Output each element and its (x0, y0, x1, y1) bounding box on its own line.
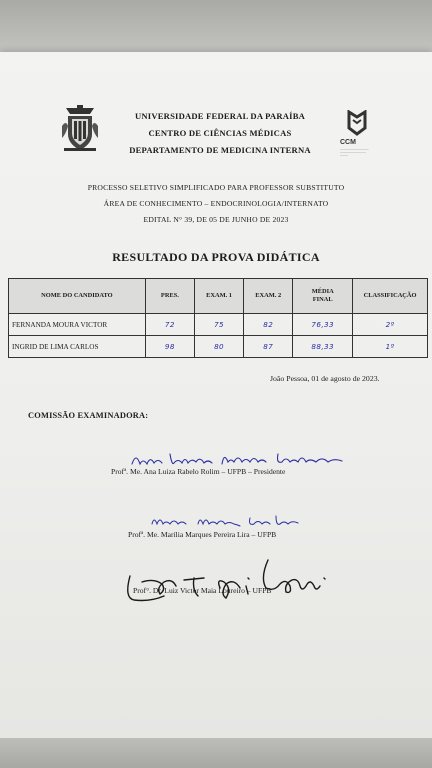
classification: 2º (353, 314, 428, 336)
university-crest-icon (60, 104, 100, 152)
score-exam1: 75 (194, 314, 243, 336)
signature-line-3: Prof°. Dr. Luiz Victor Maia Loureiro – UFPB (133, 586, 272, 595)
header-classification: CLASSIFICAÇÃO (353, 279, 428, 314)
score-pres: 72 (145, 314, 194, 336)
university-name: UNIVERSIDADE FEDERAL DA PARAÍBA (134, 111, 306, 121)
process-line-1: PROCESSO SELETIVO SIMPLIFICADO PARA PROFESSOR SUBSTITUTO (87, 183, 345, 192)
table-row (9, 336, 428, 358)
signature-2-image (150, 512, 300, 528)
ccm-logo-icon (340, 110, 374, 136)
header-final (293, 279, 353, 314)
header-exam1: EXAM. 1 (194, 279, 243, 314)
header-exam2: EXAM. 2 (244, 279, 293, 314)
candidate-name: FERNANDA MOURA VICTOR (9, 314, 146, 336)
header-final-line1: MÉDIA (311, 288, 334, 295)
table-header-row (9, 279, 428, 314)
center-name: CENTRO DE CIÊNCIAS MÉDICAS (148, 128, 292, 138)
department-name: DEPARTAMENTO DE MEDICINA INTERNA (129, 145, 311, 155)
table-row (9, 314, 428, 336)
signature-line-1: Profª. Me. Ana Luiza Rabelo Rolim – UFPB – Presidente (111, 467, 286, 476)
score-final: 88,33 (293, 336, 353, 358)
process-line-2: ÁREA DE CONHECIMENTO – ENDOCRINOLOGIA/INTERNATO (103, 199, 329, 208)
process-line-3: EDITAL N° 39, DE 05 DE JUNHO DE 2023 (143, 215, 289, 224)
score-final: 76,33 (293, 314, 353, 336)
header-final-line2: FINAL (312, 296, 333, 303)
score-exam2: 87 (244, 336, 293, 358)
ccm-logo-text: CCM (340, 139, 356, 146)
date-line: João Pessoa, 01 de agosto de 2023. (270, 374, 380, 383)
background-top (0, 0, 432, 60)
committee-heading: COMISSÃO EXAMINADORA: (28, 411, 149, 420)
candidate-name: INGRID DE LIMA CARLOS (9, 336, 146, 358)
signature-line-2: Profª. Me. Marília Marques Pereira Lira – UFPB (128, 530, 277, 539)
ccm-logo-subtext-decoration: ——————————— —————————— ——— (340, 148, 369, 157)
signature-3-image (120, 548, 330, 604)
score-exam2: 82 (244, 314, 293, 336)
score-pres: 98 (145, 336, 194, 358)
header-name: NOME DO CANDIDATO (9, 279, 146, 314)
results-table (8, 278, 428, 358)
classification: 1º (353, 336, 428, 358)
result-title: RESULTADO DA PROVA DIDÁTICA (112, 250, 320, 264)
score-exam1: 80 (194, 336, 243, 358)
header-pres: PRES. (145, 279, 194, 314)
background-bottom (0, 738, 432, 768)
